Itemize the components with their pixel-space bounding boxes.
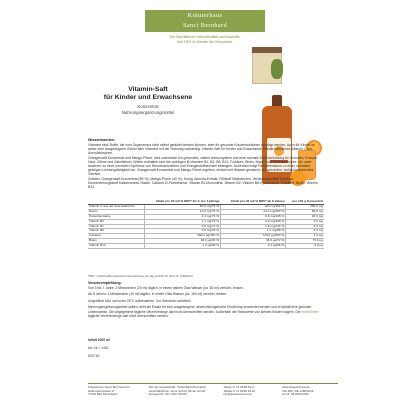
amount-per-100g: 75,0 µg — [286, 239, 324, 244]
footer-line: Helfensteinstraße 47 — [88, 388, 115, 393]
amount-child: 60,0 mg/75 % — [144, 204, 220, 209]
content-volume: Inhalt 1000 ml — [88, 338, 110, 342]
table-header-cell: pro 100 g Konzentrat — [286, 200, 324, 204]
nutrient-name: Vitamin B2 — [88, 219, 144, 224]
amount-per-100g: 18,3 mg — [286, 214, 324, 219]
amount-child: 4,4 mg/73 % — [144, 214, 220, 219]
amount-per-100g: 3,3 mg — [286, 224, 324, 229]
amount-child: 0,8 mg/73 % — [144, 224, 220, 229]
amount-child: 1,1 mg/79 % — [144, 219, 220, 224]
amount-adult: 1,2 mg/86 % — [220, 229, 285, 234]
amount-per-100g: 1,5 mg — [286, 234, 324, 239]
product-subtitle — [88, 104, 208, 115]
product-title-line2: für Kinder und Erwachsene — [103, 94, 193, 102]
brand-logo — [145, 10, 265, 32]
nutrient-name: Niacin — [88, 209, 144, 214]
table-footnote: *NRV = Nährstoffbezugswert für Erwachsene pro Tag gemäß VO (EU) Nr. 1169/2011 — [88, 274, 193, 278]
footer-contact — [223, 386, 279, 397]
brand-name-line2: Sanct Bernhard — [183, 22, 227, 29]
footer-web — [282, 386, 338, 397]
nutrient-name: Vitamin C aus der Acerolakirsche — [88, 204, 144, 209]
footer-line: USt-IdNr. DE 145801116 — [281, 388, 314, 393]
usage-heading: Verzehrempfehlung: — [88, 281, 122, 285]
warning-text-post: tägliche Verzehrmenge darf nicht überschritten werden. — [88, 313, 169, 318]
amount-adult: 720,0 µg/360 % — [220, 234, 285, 239]
amount-child: 1,2 µg/48 % — [144, 244, 220, 249]
nutrient-name: Vitamin B1 — [88, 224, 144, 229]
footer-website-link[interactable]: www.kraeuterhaus.de — [281, 385, 310, 389]
intro-paragraph-3: Zutaten: Orangensaft-Konzentrat (59 %), Mango-Püree (40 %), Honig, Acerola-Extrakt, Füllstoff Maltodextrin, Verdickungsmittel Xanthan, Konservierungsstoff Kaliumsorbat, Niacin, Calcium-D-Pantothenat, Vitamin B1-Mononitrat, Vitamin B2, Vitamin B6-Hydrochlorid, Folsäure, Biotin, Vitamin B12. — [88, 176, 318, 190]
amount-per-100g: 2,5 mg — [286, 229, 324, 234]
tagline-line2: Seit 1903 im Dienste der Gesundheit. — [176, 39, 234, 44]
amount-per-100g: 5,0 µg — [286, 244, 324, 249]
amount-child: 12,0 mg/75 % — [144, 209, 220, 214]
amount-adult: 2,2 mg/158 % — [220, 219, 285, 224]
nutrient-name: Pantothensäure — [88, 214, 144, 219]
footer-line: St.-Nr. 68 000/31446 — [281, 392, 309, 397]
amount-child: 18,0 µg/36 % — [144, 239, 220, 244]
amount-adult: 36,0 µg/72 % — [220, 239, 285, 244]
amount-child: 360,0 µg/180 % — [144, 234, 220, 239]
footer-address — [88, 386, 146, 397]
amount-adult: 24,0 mg/150 % — [220, 209, 285, 214]
brand-name-line1: Kräuterhaus — [187, 12, 223, 19]
house-tree — [271, 59, 283, 79]
usage-line-2: Ab 8 Jahren: 4 Messbecher (40 ml) täglich, in einem Glas Wasser (ca. 160 ml) verrührt, trinken. — [88, 292, 228, 297]
product-title — [88, 86, 208, 103]
intro-heading: Wissenswertes: — [88, 138, 116, 142]
amount-per-100g: 4,6 mg — [286, 219, 324, 224]
intro-paragraph-2: Orangensaft-Konzentrat und Mango-Püree, dies unterstützt ein gesundes, vitales Immunsystem und eine normale Knochenbildung für Knochen, Knorpel, Haut, Zähne und Zahnfleisch. Weiter enthalten sind die wichtigen B-Vitamine B1, B2, B6, B12, Folsäure, Biotin, Niacin und Pantothensäure, die unter anderem zu einer normalen Synthese von Neurotransmittern und Energiestoffwechsel beitragen. Außerdem trägt Pantothensäure zu einer normalen geistigen Leistungsfähigkeit bei. Orangensaft-Konzentrat und Mango-Püree ergeben, einfach mit Wasser gemischt, ein gesundes, wohlschmeckendes Getränk. — [88, 155, 318, 177]
footer-line: Amtsgericht Ulm HRA 720451 — [148, 392, 188, 397]
amount-adult: 2,4 µg/96 % — [220, 244, 285, 249]
house-roof — [252, 47, 282, 53]
product-sub-line1: Konzentrat — [137, 104, 159, 109]
amount-adult: 1,6 mg/146 % — [220, 224, 285, 229]
brand-tagline — [120, 35, 290, 44]
product-sub-line2: Nahrungsergänzungsmittel — [121, 109, 175, 115]
amount-child: 0,6 mg/43 % — [144, 229, 220, 234]
usage-text — [88, 286, 324, 320]
footer-line: Geschäftsführer: Anne Schulz, Elmar Schulz — [148, 388, 206, 393]
tagline-line1: Der Spezialist für Naturheilmittel und Kosmetik. — [169, 35, 241, 39]
footer-email-link[interactable]: info@kraeuterhaus.de — [223, 392, 252, 397]
warning-highlight: empfohlene — [301, 309, 319, 314]
warning-text-pre: Nahrungsergänzungsmittel sollten nicht als Ersatz für eine ausgewogene, abwechslungsreiche Ernährung verwendet werden und ernsthaft eine gesunde Lebensweise. Die angegebene tägliche Verzehrmenge darf nicht überschritten werden. Außerhalb der Reichweite von kleinen Kindern lagern. Die — [88, 305, 312, 314]
company-house-image — [252, 50, 282, 84]
footer-line: Telefon 0 73 34/96 54-0 — [223, 385, 254, 389]
footer-line: Kräuterhaus Sanct Bernhard KG — [88, 385, 130, 389]
nutrition-table — [88, 200, 324, 249]
footer-divider — [88, 383, 338, 384]
nutrient-name: Vitamin B12 — [88, 244, 144, 249]
intro-text — [88, 143, 323, 189]
amount-per-100g: 250,0 mg — [286, 204, 324, 209]
article-number: Art.-Nr. / 1451 — [88, 346, 109, 351]
nutrient-name: Biotin — [88, 239, 144, 244]
product-title-line1: Vitamin-Saft — [128, 86, 168, 93]
product-meta — [88, 338, 110, 358]
table-header-cell: Inhalt pro 40 ml/ % NRV* ab 8 Jahren — [220, 200, 285, 204]
amount-adult: 8,8 mg/146 % — [220, 214, 285, 219]
table-header-cell: Inhalt pro 20 ml/ % NRV* für 3- bis 7-jährige — [144, 200, 220, 204]
footer — [88, 386, 338, 397]
amount-adult: 120 mg/150 % — [220, 204, 285, 209]
usage-warning — [88, 305, 324, 317]
footer-line: Sitz der Gesellschaft: 73342 Bad Ditzenbach — [148, 385, 207, 389]
usage-line-1: Von 3 bis 7 Jahre: 2 Messbecher (20 ml) täglich, in einem halben Glas Wasser (ca. 80 ml) verrührt, trinken. — [88, 286, 244, 290]
footer-line: Telefax 0 73 34/96 54-44 — [223, 388, 256, 393]
intro-paragraph-1: Vitamine sind Stoffe, die vom Organismus nicht selbst gebildet werden können, aber für gesunde Körperfunktionen benötigt werden. Auch für Kinder ist daher eine ausgewogene Zufuhr aller Vitamine mit der Nahrung notwendig. Vitamin-Saft für Kinder und Erwachsene enthält natürliches Vitamin C aus Acerolakirschen, — [88, 143, 315, 156]
nutrient-name: Folsäure — [88, 234, 144, 239]
nutrient-name: Vitamin B6 — [88, 229, 144, 234]
product-code: E00716 — [88, 354, 100, 359]
usage-line-3: Ungeöffnet kühl und unter 25°C aufbewahren. Vor Gebrauch schütteln. — [88, 298, 192, 303]
footer-line: 73342 Bad Ditzenbach — [88, 392, 118, 397]
table-row — [88, 244, 324, 249]
footer-legal — [149, 386, 221, 397]
amount-per-100g: 50,0 mg — [286, 209, 324, 214]
